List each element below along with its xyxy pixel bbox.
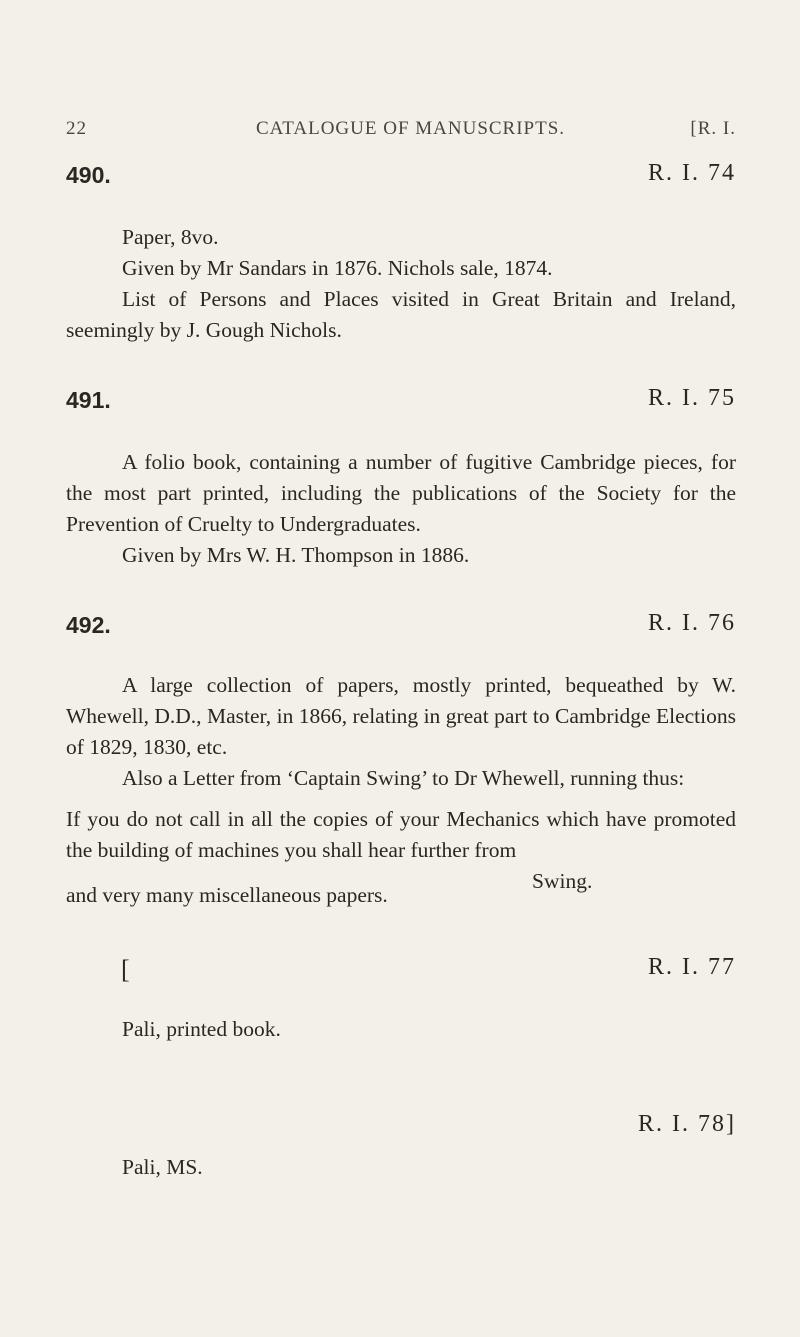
page-number: 22 bbox=[66, 118, 87, 139]
entry-number-491: 491. bbox=[66, 387, 111, 413]
quote-text: If you do not call in all the copies of your Mechanics which have promoted the building of machines you shall hear further from bbox=[66, 807, 736, 862]
entry-paragraph: Also a Letter from ‘Captain Swing’ to Dr Whewell, running thus: bbox=[122, 766, 685, 790]
entry-paragraph: Given by Mrs W. H. Thompson in 1886. bbox=[122, 543, 470, 567]
entry-body-492 bbox=[66, 670, 736, 794]
entry-paragraph: Paper, 8vo. bbox=[122, 225, 219, 249]
entry-reference-78: R. I. 78] bbox=[638, 1111, 736, 1137]
entry-body-78 bbox=[66, 1152, 736, 1183]
entry-number-490: 490. bbox=[66, 162, 111, 188]
running-head bbox=[66, 118, 736, 146]
entry-paragraph: Given by Mr Sandars in 1876. Nichols sale, 1874. bbox=[122, 256, 553, 280]
entry-closing bbox=[66, 880, 736, 911]
entry-paragraph: A folio book, containing a number of fugitive Cambridge pieces, for the most part printed, including the publications of the Society for the Prevention of Cruelty to Undergraduates. bbox=[66, 450, 736, 536]
entry-body-491 bbox=[66, 447, 736, 571]
section-mark: [R. I. bbox=[690, 118, 736, 139]
entry-reference-492: R. I. 76 bbox=[648, 610, 736, 636]
quote-signature: Swing. bbox=[532, 869, 593, 893]
closing-text: and very many miscellaneous papers. bbox=[66, 883, 388, 907]
entry-paragraph: List of Persons and Places visited in Great Britain and Ireland, seemingly by J. Gough Nichols. bbox=[66, 287, 736, 342]
entry-paragraph: Pali, printed book. bbox=[122, 1017, 281, 1041]
entry-reference-490: R. I. 74 bbox=[648, 160, 736, 186]
entry-paragraph: A large collection of papers, mostly printed, bequeathed by W. Whewell, D.D., Master, in 1866, relating in great part to Cambridge Elections of 1829, 1830, etc. bbox=[66, 673, 736, 759]
running-title: CATALOGUE OF MANUSCRIPTS. bbox=[256, 118, 566, 139]
entry-reference-77: R. I. 77 bbox=[648, 954, 736, 980]
entry-paragraph: Pali, MS. bbox=[122, 1155, 203, 1179]
entry-body-77 bbox=[66, 1014, 736, 1045]
entry-body-490 bbox=[66, 222, 736, 346]
entry-reference-491: R. I. 75 bbox=[648, 385, 736, 411]
opening-bracket: [ bbox=[121, 955, 130, 984]
entry-number-492: 492. bbox=[66, 612, 111, 638]
